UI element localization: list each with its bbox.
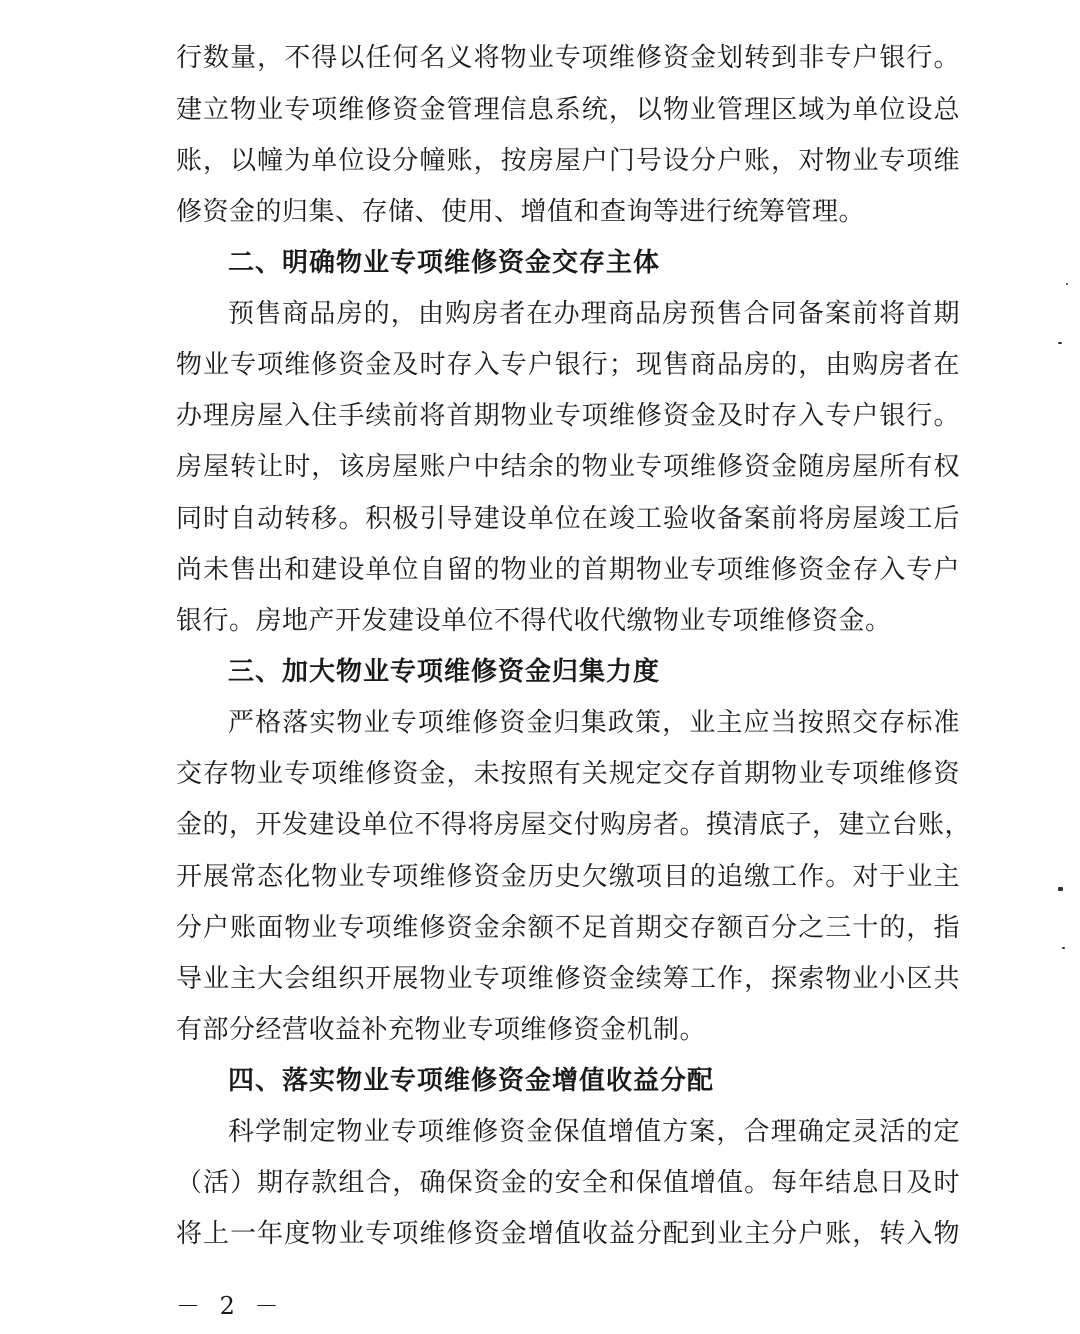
- text-line: 房屋转让时，该房屋账户中结余的物业专项维修资金随房屋所有权: [176, 452, 960, 482]
- text-line: 预售商品房的，由购房者在办理商品房预售合同备案前将首期: [228, 299, 960, 329]
- section-heading: 二、明确物业专项维修资金交存主体: [228, 248, 661, 278]
- scan-speck: [1058, 887, 1063, 891]
- text-line: 导业主大会组织开展物业专项维修资金续筹工作，探索物业小区共: [176, 964, 960, 994]
- scan-speck: [1062, 947, 1065, 949]
- text-line: 科学制定物业专项维修资金保值增值方案，合理确定灵活的定: [228, 1117, 960, 1147]
- text-line: 修资金的归集、存储、使用、增值和查询等进行统筹管理。: [176, 197, 866, 227]
- text-line: 物业专项维修资金及时存入专户银行；现售商品房的，由购房者在: [176, 350, 960, 380]
- scan-speck: [1058, 342, 1062, 344]
- text-line: 金的，开发建设单位不得将房屋交付购房者。摸清底子，建立台账，: [176, 810, 972, 840]
- text-line: 严格落实物业专项维修资金归集政策，业主应当按照交存标准: [228, 708, 960, 738]
- page-number: － 2 －: [176, 1292, 285, 1320]
- text-line: （活）期存款组合，确保资金的安全和保值增值。每年结息日及时: [176, 1168, 960, 1198]
- text-line: 账，以幢为单位设分幢账，按房屋户门号设分户账，对物业专项维: [176, 146, 960, 176]
- text-line: 建立物业专项维修资金管理信息系统，以物业管理区域为单位设总: [176, 95, 960, 125]
- text-line: 分户账面物业专项维修资金余额不足首期交存额百分之三十的，指: [176, 913, 960, 943]
- text-line: 将上一年度物业专项维修资金增值收益分配到业主分户账，转入物: [176, 1219, 960, 1249]
- text-line: 有部分经营收益补充物业专项维修资金机制。: [176, 1015, 707, 1045]
- text-line: 行数量，不得以任何名义将物业专项维修资金划转到非专户银行。: [176, 43, 960, 73]
- scan-speck: [1066, 283, 1068, 285]
- text-line: 办理房屋入住手续前将首期物业专项维修资金及时存入专户银行。: [176, 401, 960, 431]
- section-heading: 三、加大物业专项维修资金归集力度: [228, 657, 661, 687]
- text-line: 银行。房地产开发建设单位不得代收代缴物业专项维修资金。: [176, 606, 892, 636]
- text-line: 尚未售出和建设单位自留的物业的首期物业专项维修资金存入专户: [176, 555, 960, 585]
- section-heading: 四、落实物业专项维修资金增值收益分配: [228, 1066, 715, 1096]
- text-line: 交存物业专项维修资金，未按照有关规定交存首期物业专项维修资: [176, 759, 960, 789]
- text-line: 开展常态化物业专项维修资金历史欠缴项目的追缴工作。对于业主: [176, 862, 960, 892]
- text-line: 同时自动转移。积极引导建设单位在竣工验收备案前将房屋竣工后: [176, 504, 960, 534]
